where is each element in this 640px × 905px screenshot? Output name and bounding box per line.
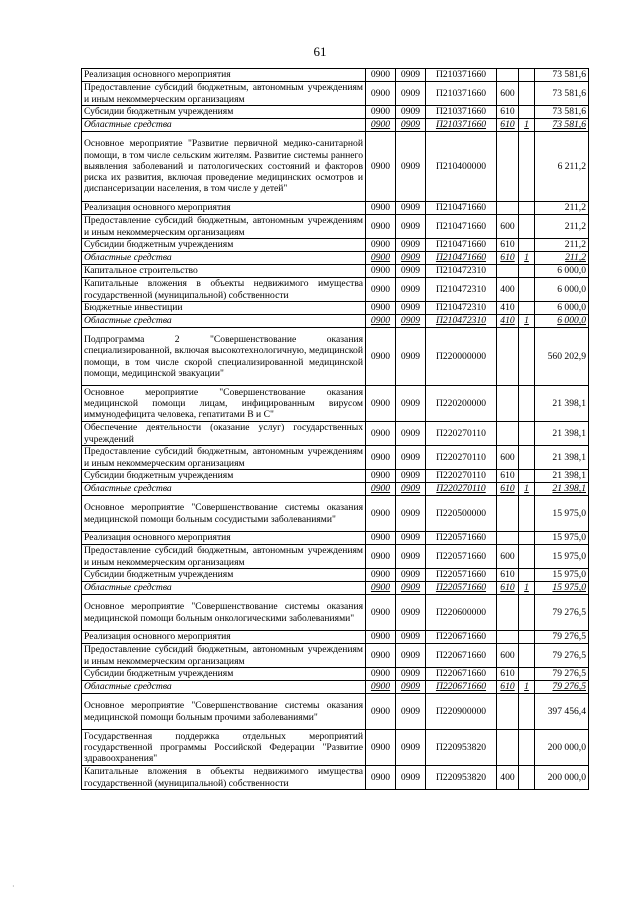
row-amount: 15 975,0	[535, 582, 589, 595]
row-subsection: 0909	[396, 766, 426, 790]
row-amount: 6 000,0	[535, 265, 589, 278]
row-subsection: 0909	[396, 681, 426, 694]
row-source-code	[519, 766, 535, 790]
table-row	[82, 496, 589, 532]
row-amount: 211,2	[535, 215, 589, 239]
row-subsection: 0909	[396, 239, 426, 252]
row-name: Субсидии бюджетным учреждениям	[82, 668, 366, 681]
row-target-article: П220571660	[426, 569, 497, 582]
row-name: Реализация основного мероприятия	[82, 202, 366, 215]
row-target-article: П220571660	[426, 582, 497, 595]
row-target-article: П220270110	[426, 483, 497, 496]
row-amount: 79 276,5	[535, 681, 589, 694]
table-row	[82, 239, 589, 252]
row-subsection: 0909	[396, 278, 426, 302]
table-row	[82, 446, 589, 470]
budget-table	[81, 68, 589, 790]
row-amount: 73 581,6	[535, 119, 589, 132]
row-section: 0900	[366, 69, 396, 82]
table-row	[82, 766, 589, 790]
table-row	[82, 132, 589, 202]
row-subsection: 0909	[396, 644, 426, 668]
row-source-code	[519, 278, 535, 302]
row-amount: 79 276,5	[535, 631, 589, 644]
row-amount: 211,2	[535, 252, 589, 265]
row-name: Основное мероприятие "Совершенствование оказания медицинской помощи лицам, инфицированным вирусом иммунодефицита человека, гепатитами В и С"	[82, 386, 366, 422]
row-section: 0900	[366, 730, 396, 766]
row-source-code	[519, 106, 535, 119]
row-target-article: П210371660	[426, 106, 497, 119]
row-section: 0900	[366, 202, 396, 215]
row-amount: 15 975,0	[535, 545, 589, 569]
row-source-code	[519, 532, 535, 545]
row-expense-type: 600	[497, 644, 519, 668]
row-target-article: П210472310	[426, 265, 497, 278]
row-section: 0900	[366, 252, 396, 265]
row-target-article: П210471660	[426, 239, 497, 252]
row-target-article: П210472310	[426, 315, 497, 328]
row-target-article: П210400000	[426, 132, 497, 202]
row-amount: 73 581,6	[535, 82, 589, 106]
row-subsection: 0909	[396, 328, 426, 386]
row-name: Бюджетные инвестиции	[82, 302, 366, 315]
row-name: Обеспечение деятельности (оказание услуг) государственных учреждений	[82, 422, 366, 446]
table-row	[82, 681, 589, 694]
row-target-article: П220900000	[426, 694, 497, 730]
row-source-code	[519, 694, 535, 730]
row-expense-type	[497, 202, 519, 215]
row-subsection: 0909	[396, 569, 426, 582]
row-expense-type: 600	[497, 545, 519, 569]
row-section: 0900	[366, 239, 396, 252]
table-body	[82, 69, 589, 790]
row-subsection: 0909	[396, 265, 426, 278]
row-amount: 21 398,1	[535, 483, 589, 496]
row-target-article: П220953820	[426, 766, 497, 790]
row-amount: 211,2	[535, 239, 589, 252]
row-target-article: П220270110	[426, 446, 497, 470]
row-source-code	[519, 446, 535, 470]
row-target-article: П220953820	[426, 730, 497, 766]
row-section: 0900	[366, 545, 396, 569]
row-amount: 21 398,1	[535, 446, 589, 470]
row-section: 0900	[366, 694, 396, 730]
row-subsection: 0909	[396, 595, 426, 631]
row-section: 0900	[366, 328, 396, 386]
table-row	[82, 202, 589, 215]
row-section: 0900	[366, 278, 396, 302]
row-subsection: 0909	[396, 483, 426, 496]
row-section: 0900	[366, 106, 396, 119]
row-expense-type: 600	[497, 446, 519, 470]
row-section: 0900	[366, 302, 396, 315]
row-name: Капитальные вложения в объекты недвижимого имущества государственной (муниципальной) собственности	[82, 278, 366, 302]
row-expense-type	[497, 265, 519, 278]
row-source-code	[519, 470, 535, 483]
row-name: Областные средства	[82, 483, 366, 496]
row-amount: 560 202,9	[535, 328, 589, 386]
row-subsection: 0909	[396, 315, 426, 328]
table-row	[82, 582, 589, 595]
row-expense-type	[497, 69, 519, 82]
row-expense-type: 610	[497, 119, 519, 132]
table-row	[82, 106, 589, 119]
row-name: Реализация основного мероприятия	[82, 69, 366, 82]
row-source-code: 1	[519, 252, 535, 265]
table-row	[82, 278, 589, 302]
row-name: Областные средства	[82, 315, 366, 328]
row-name: Предоставление субсидий бюджетным, автономным учреждениям и иным некоммерческим организациям	[82, 215, 366, 239]
row-name: Реализация основного мероприятия	[82, 532, 366, 545]
row-target-article: П210371660	[426, 82, 497, 106]
row-section: 0900	[366, 82, 396, 106]
table-row	[82, 328, 589, 386]
table-row	[82, 252, 589, 265]
row-section: 0900	[366, 446, 396, 470]
row-amount: 6 000,0	[535, 302, 589, 315]
row-expense-type	[497, 328, 519, 386]
row-source-code	[519, 132, 535, 202]
row-section: 0900	[366, 681, 396, 694]
row-target-article: П210472310	[426, 278, 497, 302]
table-row	[82, 422, 589, 446]
row-name: Реализация основного мероприятия	[82, 631, 366, 644]
table-row	[82, 730, 589, 766]
row-section: 0900	[366, 386, 396, 422]
row-source-code	[519, 668, 535, 681]
page-number: 61	[313, 44, 327, 59]
row-target-article: П220500000	[426, 496, 497, 532]
row-amount: 397 456,4	[535, 694, 589, 730]
table-row	[82, 545, 589, 569]
row-expense-type	[497, 532, 519, 545]
row-section: 0900	[366, 483, 396, 496]
row-name: Капитальное строительство	[82, 265, 366, 278]
row-expense-type: 610	[497, 681, 519, 694]
row-subsection: 0909	[396, 532, 426, 545]
row-target-article: П220600000	[426, 595, 497, 631]
row-name: Предоставление субсидий бюджетным, автономным учреждениям и иным некоммерческим организациям	[82, 545, 366, 569]
row-expense-type: 610	[497, 252, 519, 265]
row-expense-type: 400	[497, 278, 519, 302]
row-expense-type	[497, 386, 519, 422]
row-source-code: 1	[519, 582, 535, 595]
row-amount: 15 975,0	[535, 496, 589, 532]
row-source-code	[519, 215, 535, 239]
row-amount: 211,2	[535, 202, 589, 215]
table-row	[82, 386, 589, 422]
row-section: 0900	[366, 422, 396, 446]
table-row	[82, 265, 589, 278]
row-source-code: 1	[519, 681, 535, 694]
row-expense-type: 400	[497, 766, 519, 790]
row-name: Предоставление субсидий бюджетным, автономным учреждениям и иным некоммерческим организациям	[82, 82, 366, 106]
row-expense-type: 610	[497, 582, 519, 595]
row-source-code	[519, 644, 535, 668]
row-target-article: П210471660	[426, 252, 497, 265]
table-row	[82, 694, 589, 730]
row-subsection: 0909	[396, 582, 426, 595]
row-name: Субсидии бюджетным учреждениям	[82, 106, 366, 119]
row-source-code	[519, 386, 535, 422]
table-row	[82, 82, 589, 106]
row-name: Основное мероприятие "Развитие первичной медико-санитарной помощи, в том числе сельским жителям. Развитие системы раннего выявления заболеваний и патологических состояний и факторов риска их развития, включая проведение медицинских осмотров и диспансеризации населения, в том числе у детей"	[82, 132, 366, 202]
table-row	[82, 470, 589, 483]
row-expense-type	[497, 730, 519, 766]
row-subsection: 0909	[396, 446, 426, 470]
row-target-article: П210472310	[426, 302, 497, 315]
row-amount: 6 000,0	[535, 315, 589, 328]
row-source-code	[519, 82, 535, 106]
table-row	[82, 119, 589, 132]
row-name: Субсидии бюджетным учреждениям	[82, 470, 366, 483]
row-source-code	[519, 569, 535, 582]
row-name: Предоставление субсидий бюджетным, автономным учреждениям и иным некоммерческим организациям	[82, 644, 366, 668]
row-source-code	[519, 422, 535, 446]
row-target-article: П220571660	[426, 532, 497, 545]
row-section: 0900	[366, 215, 396, 239]
row-expense-type	[497, 422, 519, 446]
row-target-article: П220270110	[426, 470, 497, 483]
row-target-article: П220200000	[426, 386, 497, 422]
table-row	[82, 532, 589, 545]
row-amount: 6 000,0	[535, 278, 589, 302]
row-section: 0900	[366, 496, 396, 532]
row-subsection: 0909	[396, 106, 426, 119]
table-row	[82, 631, 589, 644]
table-row	[82, 668, 589, 681]
table-row	[82, 302, 589, 315]
row-expense-type: 600	[497, 82, 519, 106]
row-subsection: 0909	[396, 386, 426, 422]
row-source-code	[519, 595, 535, 631]
row-amount: 73 581,6	[535, 69, 589, 82]
row-name: Областные средства	[82, 681, 366, 694]
row-section: 0900	[366, 595, 396, 631]
row-expense-type	[497, 132, 519, 202]
row-source-code	[519, 239, 535, 252]
row-target-article: П210471660	[426, 202, 497, 215]
row-expense-type	[497, 595, 519, 631]
row-target-article: П220000000	[426, 328, 497, 386]
row-subsection: 0909	[396, 730, 426, 766]
row-name: Субсидии бюджетным учреждениям	[82, 569, 366, 582]
row-subsection: 0909	[396, 496, 426, 532]
row-section: 0900	[366, 766, 396, 790]
row-expense-type: 610	[497, 239, 519, 252]
row-expense-type	[497, 694, 519, 730]
row-name: Основное мероприятие "Совершенствование системы оказания медицинской помощи больным онкологическими заболеваниями"	[82, 595, 366, 631]
row-target-article: П210471660	[426, 215, 497, 239]
row-name: Капитальные вложения в объекты недвижимого имущества государственной (муниципальной) собственности	[82, 766, 366, 790]
row-subsection: 0909	[396, 631, 426, 644]
row-source-code	[519, 328, 535, 386]
row-amount: 21 398,1	[535, 470, 589, 483]
row-amount: 21 398,1	[535, 386, 589, 422]
table-row	[82, 644, 589, 668]
row-amount: 79 276,5	[535, 644, 589, 668]
row-target-article: П220671660	[426, 681, 497, 694]
row-name: Предоставление субсидий бюджетным, автономным учреждениям и иным некоммерческим организациям	[82, 446, 366, 470]
row-subsection: 0909	[396, 422, 426, 446]
row-section: 0900	[366, 582, 396, 595]
row-subsection: 0909	[396, 132, 426, 202]
scan-mark: ·	[12, 882, 15, 891]
table-row	[82, 569, 589, 582]
row-amount: 79 276,5	[535, 595, 589, 631]
row-source-code	[519, 730, 535, 766]
row-amount: 200 000,0	[535, 766, 589, 790]
row-section: 0900	[366, 132, 396, 202]
row-name: Областные средства	[82, 252, 366, 265]
row-subsection: 0909	[396, 82, 426, 106]
row-name: Основное мероприятие "Совершенствование системы оказания медицинской помощи больным прочими заболеваниями"	[82, 694, 366, 730]
row-subsection: 0909	[396, 694, 426, 730]
row-expense-type: 610	[497, 106, 519, 119]
row-subsection: 0909	[396, 302, 426, 315]
row-target-article: П220671660	[426, 631, 497, 644]
row-expense-type: 410	[497, 302, 519, 315]
row-subsection: 0909	[396, 252, 426, 265]
row-name: Субсидии бюджетным учреждениям	[82, 239, 366, 252]
row-expense-type: 610	[497, 470, 519, 483]
row-section: 0900	[366, 569, 396, 582]
row-expense-type: 410	[497, 315, 519, 328]
row-section: 0900	[366, 631, 396, 644]
table-row	[82, 595, 589, 631]
row-section: 0900	[366, 119, 396, 132]
row-section: 0900	[366, 532, 396, 545]
row-section: 0900	[366, 265, 396, 278]
row-amount: 200 000,0	[535, 730, 589, 766]
row-expense-type: 610	[497, 569, 519, 582]
row-amount: 73 581,6	[535, 106, 589, 119]
row-target-article: П210371660	[426, 119, 497, 132]
row-amount: 79 276,5	[535, 668, 589, 681]
row-source-code: 1	[519, 483, 535, 496]
row-subsection: 0909	[396, 202, 426, 215]
row-amount: 15 975,0	[535, 532, 589, 545]
table-row	[82, 69, 589, 82]
row-subsection: 0909	[396, 470, 426, 483]
row-section: 0900	[366, 315, 396, 328]
row-name: Основное мероприятие "Совершенствование системы оказания медицинской помощи больным сосудистыми заболеваниями"	[82, 496, 366, 532]
row-section: 0900	[366, 470, 396, 483]
row-expense-type: 610	[497, 668, 519, 681]
row-name: Государственная поддержка отдельных мероприятий государственной программы Российской Федерации "Развитие здравоохранения"	[82, 730, 366, 766]
table-row	[82, 315, 589, 328]
row-source-code	[519, 631, 535, 644]
row-source-code: 1	[519, 119, 535, 132]
row-name: Подпрограмма 2 "Совершенствование оказания специализированной, включая высокотехнологичную, медицинской помощи, в том числе скорой специализированной медицинской помощи, медицинской эвакуации"	[82, 328, 366, 386]
row-target-article: П220671660	[426, 644, 497, 668]
row-target-article: П220571660	[426, 545, 497, 569]
row-source-code	[519, 202, 535, 215]
row-source-code	[519, 496, 535, 532]
row-expense-type: 600	[497, 215, 519, 239]
row-subsection: 0909	[396, 215, 426, 239]
row-name: Областные средства	[82, 582, 366, 595]
row-subsection: 0909	[396, 545, 426, 569]
row-target-article: П220671660	[426, 668, 497, 681]
row-amount: 21 398,1	[535, 422, 589, 446]
table-row	[82, 215, 589, 239]
row-section: 0900	[366, 668, 396, 681]
row-target-article: П220270110	[426, 422, 497, 446]
row-expense-type	[497, 496, 519, 532]
row-subsection: 0909	[396, 69, 426, 82]
row-target-article: П210371660	[426, 69, 497, 82]
row-amount: 6 211,2	[535, 132, 589, 202]
row-source-code	[519, 69, 535, 82]
row-section: 0900	[366, 644, 396, 668]
row-expense-type	[497, 631, 519, 644]
row-subsection: 0909	[396, 668, 426, 681]
row-amount: 15 975,0	[535, 569, 589, 582]
row-source-code: 1	[519, 315, 535, 328]
row-source-code	[519, 302, 535, 315]
table-row	[82, 483, 589, 496]
row-source-code	[519, 545, 535, 569]
row-source-code	[519, 265, 535, 278]
row-subsection: 0909	[396, 119, 426, 132]
row-expense-type: 610	[497, 483, 519, 496]
row-name: Областные средства	[82, 119, 366, 132]
